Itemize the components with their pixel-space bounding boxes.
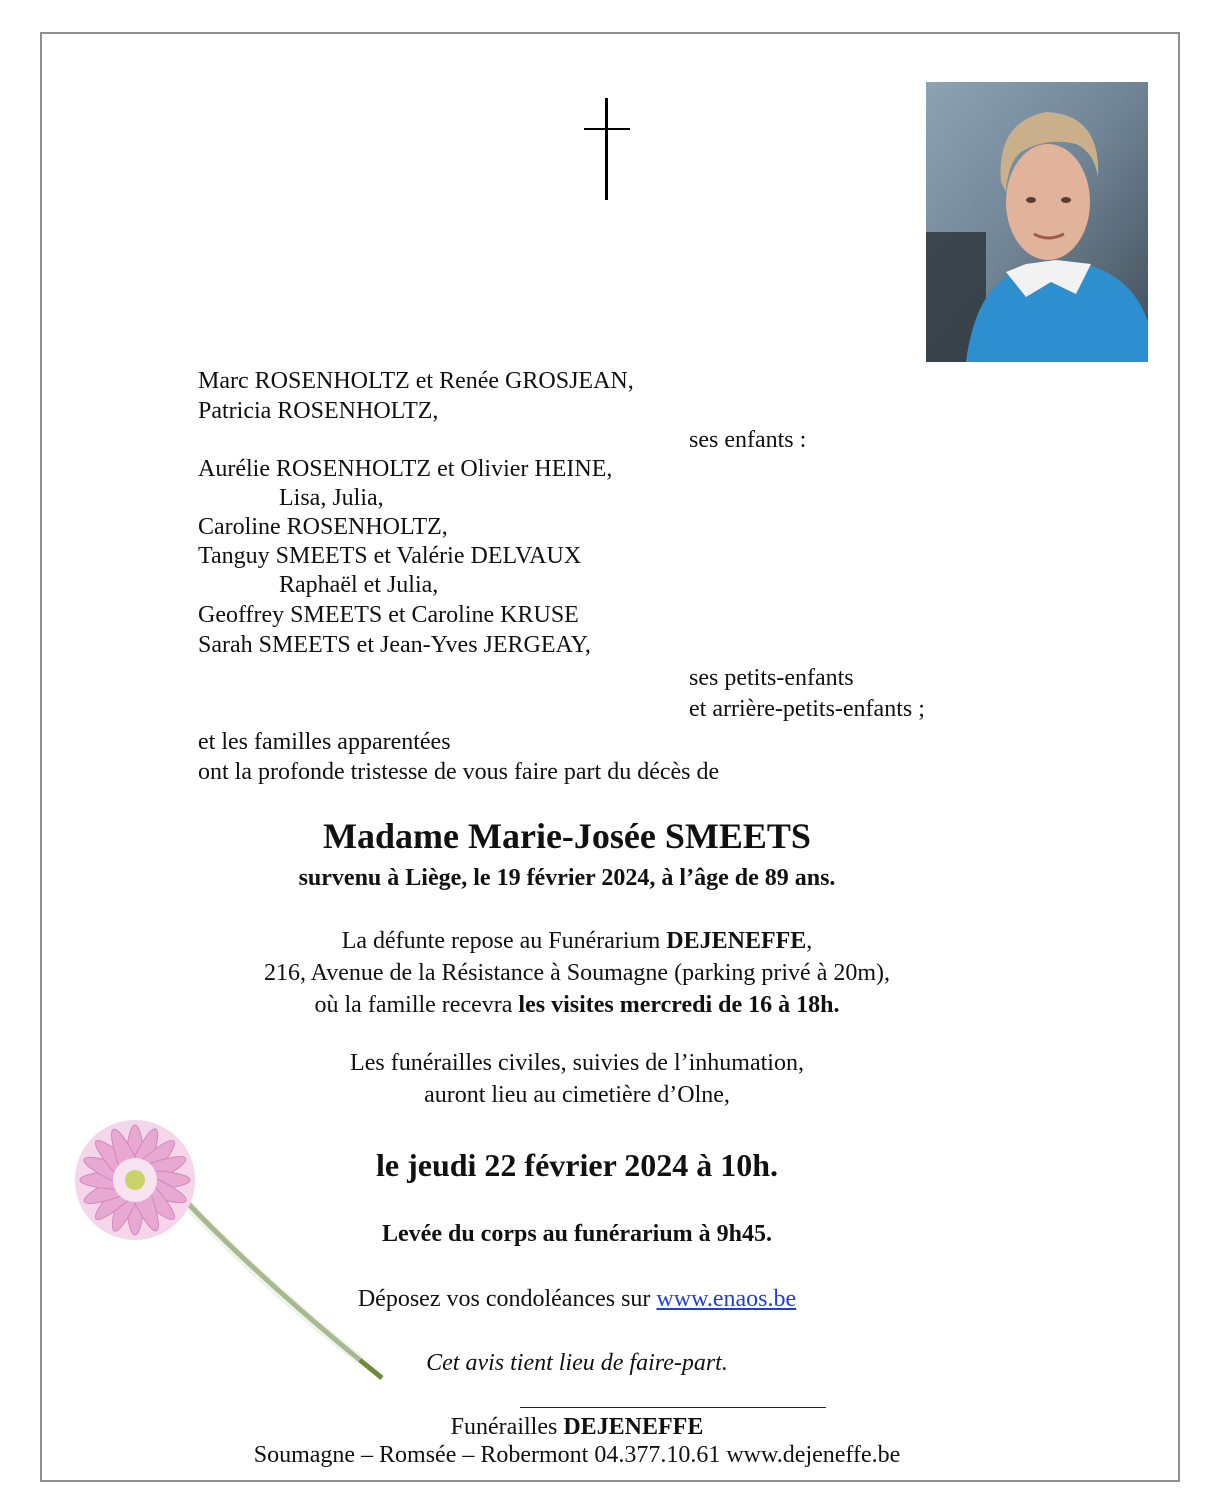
condolences-link[interactable]: www.enaos.be bbox=[656, 1286, 797, 1312]
visitation-line-3: où la famille recevra les visites mercredi de 16 à 18h. bbox=[314, 992, 840, 1018]
condolences-line: Déposez vos condoléances sur www.enaos.be bbox=[357, 1286, 797, 1312]
family-line: Marc ROSENHOLTZ et Renée GROSJEAN, bbox=[198, 368, 634, 394]
family-line: Raphaël et Julia, bbox=[279, 572, 439, 598]
visitation-line-1: La défunte repose au Funérarium DEJENEFFE, bbox=[341, 928, 813, 954]
footer-line-2: Soumagne – Romsée – Robermont 04.377.10.61 www.dejeneffe.be bbox=[253, 1442, 901, 1468]
grandchildren-label: ses petits-enfants bbox=[689, 665, 854, 691]
footer-line-1: Funérailles DEJENEFFE bbox=[450, 1414, 704, 1440]
deceased-name: Madame Marie-Josée SMEETS bbox=[323, 816, 811, 856]
family-line: Geoffrey SMEETS et Caroline KRUSE bbox=[198, 602, 579, 628]
family-line: Tanguy SMEETS et Valérie DELVAUX bbox=[198, 543, 582, 569]
portrait-photo bbox=[926, 82, 1148, 362]
divider bbox=[520, 1407, 826, 1408]
family-line: Lisa, Julia, bbox=[279, 485, 384, 511]
cross-icon bbox=[584, 98, 630, 202]
great-grandchildren-label: et arrière-petits-enfants ; bbox=[689, 696, 925, 722]
children-label: ses enfants : bbox=[689, 427, 807, 453]
family-line: Aurélie ROSENHOLTZ et Olivier HEINE, bbox=[198, 456, 613, 482]
family-line: Caroline ROSENHOLTZ, bbox=[198, 514, 448, 540]
funeral-date: le jeudi 22 février 2024 à 10h. bbox=[375, 1147, 778, 1183]
funeral-line-1: Les funérailles civiles, suivies de l’inhumation, bbox=[350, 1050, 804, 1076]
family-line: Sarah SMEETS et Jean-Yves JERGEAY, bbox=[198, 632, 591, 658]
levee-line: Levée du corps au funérarium à 9h45. bbox=[382, 1221, 772, 1247]
flower-image bbox=[60, 1110, 400, 1400]
deceased-details: survenu à Liège, le 19 février 2024, à l’âge de 89 ans. bbox=[298, 865, 836, 891]
family-line: Patricia ROSENHOLTZ, bbox=[198, 398, 439, 424]
funeral-line-2: auront lieu au cimetière d’Olne, bbox=[424, 1082, 730, 1108]
visitation-line-2: 216, Avenue de la Résistance à Soumagne (parking privé à 20m), bbox=[263, 960, 891, 986]
notice-line: Cet avis tient lieu de faire-part. bbox=[426, 1350, 728, 1376]
relatives-line: et les familles apparentées bbox=[198, 729, 451, 755]
announcement-line: ont la profonde tristesse de vous faire part du décès de bbox=[198, 759, 720, 785]
